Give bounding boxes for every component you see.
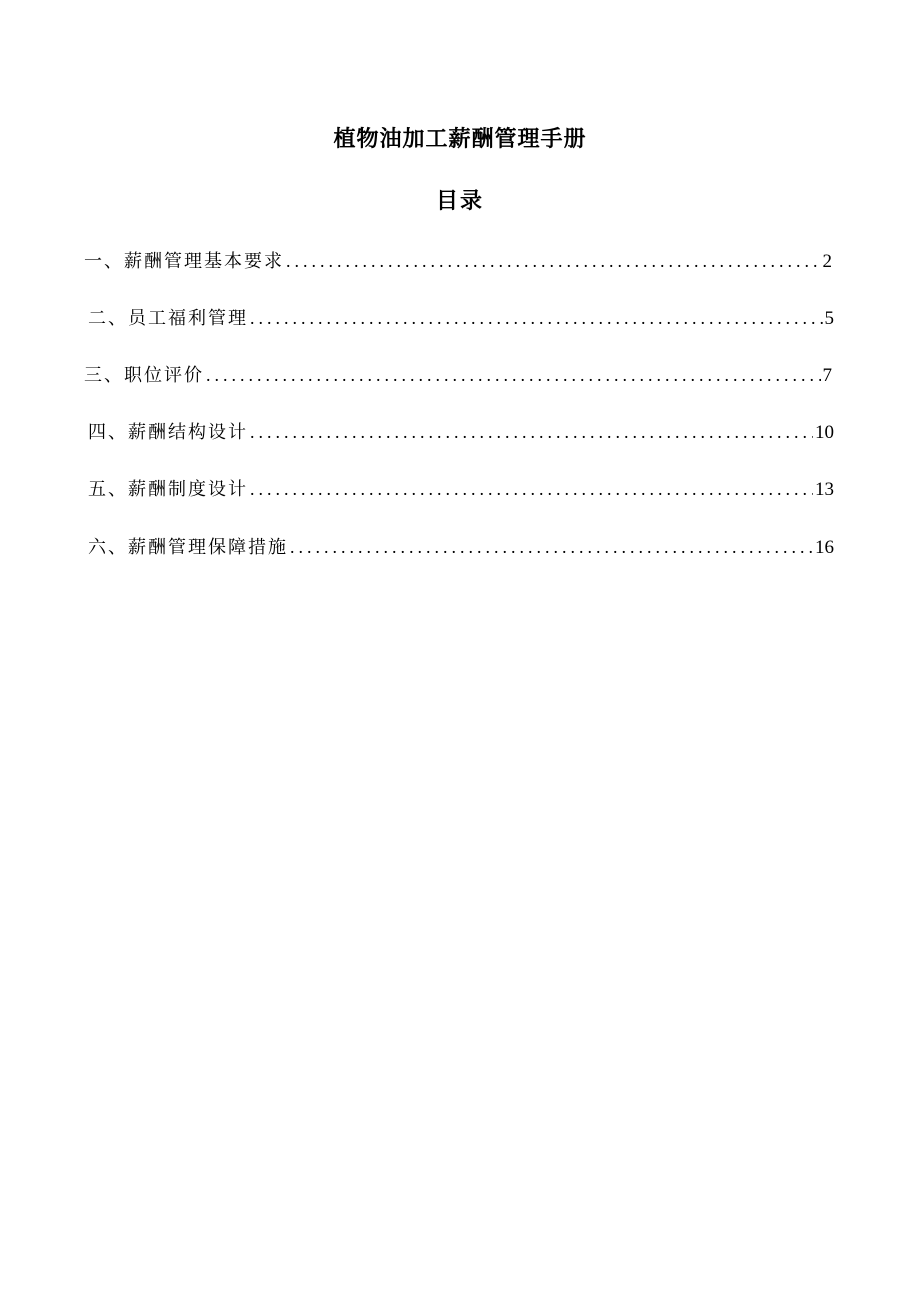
toc-heading: 目录 — [435, 188, 484, 214]
toc-entry-label: 二、员工福利管理 — [88, 308, 248, 329]
toc-dot-leader — [250, 305, 823, 331]
toc-entry-4[interactable] — [88, 419, 834, 446]
toc-entry-5[interactable] — [88, 476, 834, 503]
toc-entry-label: 四、薪酬结构设计 — [88, 422, 248, 443]
toc-dot-leader — [290, 534, 813, 560]
toc-page-number: 5 — [824, 308, 834, 329]
toc-page-number: 7 — [822, 365, 832, 386]
document-title: 植物油加工薪酬管理手册 — [333, 126, 587, 152]
toc-page-number: 16 — [815, 537, 834, 558]
toc-dot-leader — [250, 419, 813, 445]
toc-entry-6[interactable] — [88, 534, 834, 561]
toc-page-number: 2 — [822, 251, 832, 272]
toc-entry-label: 一、薪酬管理基本要求 — [84, 251, 284, 272]
toc-page-number: 10 — [815, 422, 834, 443]
toc-dot-leader — [206, 362, 821, 388]
toc-entry-label: 五、薪酬制度设计 — [88, 479, 248, 500]
toc-entry-1[interactable] — [84, 248, 832, 275]
toc-entry-2[interactable] — [88, 305, 834, 332]
toc-page-number: 13 — [815, 479, 834, 500]
toc-dot-leader — [250, 476, 813, 502]
toc-dot-leader — [286, 248, 821, 274]
toc-entry-3[interactable] — [84, 362, 832, 389]
toc-entry-label: 三、职位评价 — [84, 365, 204, 386]
toc-entry-label: 六、薪酬管理保障措施 — [88, 537, 288, 558]
